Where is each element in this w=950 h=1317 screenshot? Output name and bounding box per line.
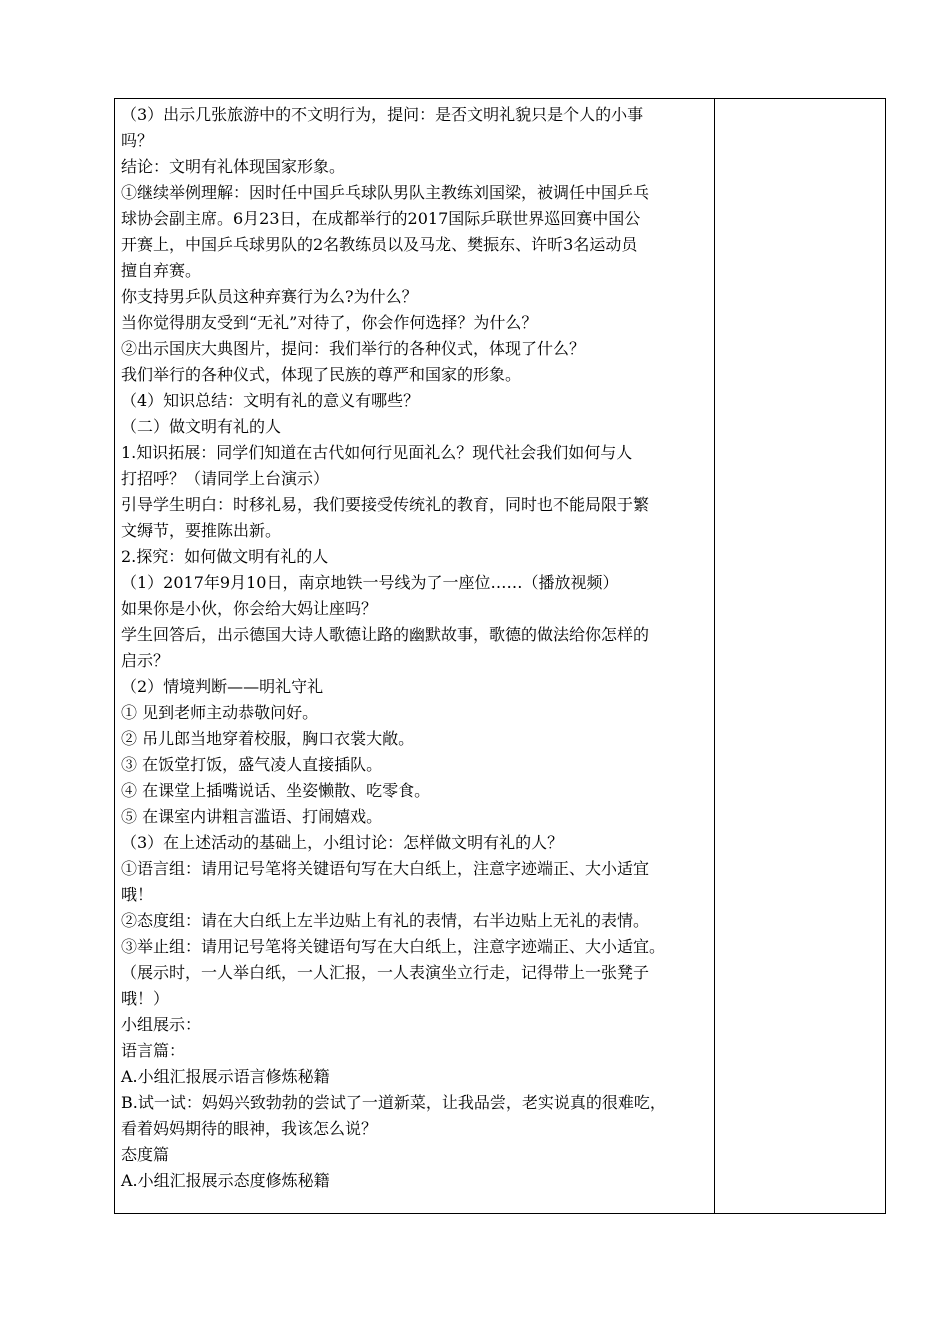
text-line: 哦！ bbox=[121, 885, 154, 904]
text-line: ①继续举例理解：因时任中国乒乓球队男队主教练刘国梁，被调任中国乒乓 bbox=[121, 183, 650, 202]
notes-cell bbox=[715, 99, 885, 1213]
text-line: B.试一试：妈妈兴致勃勃的尝试了一道新菜，让我品尝，老实说真的很难吃， bbox=[121, 1093, 666, 1112]
text-line: 2.探究：如何做文明有礼的人 bbox=[121, 547, 329, 566]
text-line: ③举止组：请用记号笔将关键语句写在大白纸上，注意字迹端正、大小适宜。 bbox=[121, 937, 666, 956]
lesson-plan-table bbox=[114, 98, 886, 1214]
text-line: （二）做文明有礼的人 bbox=[121, 417, 282, 436]
text-line: ③ 在饭堂打饭，盛气凌人直接插队。 bbox=[121, 755, 383, 774]
text-line: ①语言组：请用记号笔将关键语句写在大白纸上，注意字迹端正、大小适宜 bbox=[121, 859, 650, 878]
text-line: ① 见到老师主动恭敬问好。 bbox=[121, 703, 319, 722]
text-line: ②态度组：请在大白纸上左半边贴上有礼的表情，右半边贴上无礼的表情。 bbox=[121, 911, 650, 930]
text-line: 我们举行的各种仪式，体现了民族的尊严和国家的形象。 bbox=[121, 365, 522, 384]
text-line: 引导学生明白：时移礼易，我们要接受传统礼的教育，同时也不能局限于繁 bbox=[121, 495, 650, 514]
text-line: ② 吊儿郎当地穿着校服，胸口衣裳大敞。 bbox=[121, 729, 415, 748]
text-line: 语言篇： bbox=[121, 1041, 186, 1060]
text-line: （3）出示几张旅游中的不文明行为，提问：是否文明礼貌只是个人的小事 bbox=[121, 105, 644, 124]
text-line: 开赛上，中国乒乓球男队的2名教练员以及马龙、樊振东、许昕3名运动员 bbox=[121, 235, 638, 254]
text-line: 态度篇 bbox=[121, 1145, 170, 1164]
text-line: 当你觉得朋友受到“无礼”对待了，你会作何选择？为什么？ bbox=[121, 313, 538, 332]
text-line: 吗？ bbox=[121, 131, 154, 150]
text-line: 打招呼？（请同学上台演示） bbox=[121, 469, 330, 488]
text-line: 你支持男乒队员这种弃赛行为么?为什么？ bbox=[121, 287, 418, 306]
text-line: 如果你是小伙，你会给大妈让座吗？ bbox=[121, 599, 378, 618]
text-line: （4）知识总结：文明有礼的意义有哪些？ bbox=[121, 391, 420, 410]
text-line: 结论：文明有礼体现国家形象。 bbox=[121, 157, 346, 176]
lesson-content-cell bbox=[115, 99, 715, 1213]
text-line: 看着妈妈期待的眼神，我该怎么说？ bbox=[121, 1119, 378, 1138]
text-line: 1.知识拓展：同学们知道在古代如何行见面礼么？现代社会我们如何与人 bbox=[121, 443, 633, 462]
text-line: （展示时，一人举白纸，一人汇报，一人表演坐立行走，记得带上一张凳子 bbox=[121, 963, 650, 982]
text-line: 小组展示： bbox=[121, 1015, 202, 1034]
text-line: 擅自弃赛。 bbox=[121, 261, 202, 280]
text-line: 球协会副主席。6月23日，在成都举行的2017国际乒联世界巡回赛中国公 bbox=[121, 209, 641, 228]
text-line: （1）2017年9月10日，南京地铁一号线为了一座位……（播放视频） bbox=[121, 573, 619, 592]
text-line: ④ 在课堂上插嘴说话、坐姿懒散、吃零食。 bbox=[121, 781, 431, 800]
text-line: 哦！） bbox=[121, 989, 170, 1008]
text-line: ⑤ 在课室内讲粗言滥语、打闹嬉戏。 bbox=[121, 807, 383, 826]
text-line: 文缛节，要推陈出新。 bbox=[121, 521, 282, 540]
text-line: 学生回答后，出示德国大诗人歌德让路的幽默故事，歌德的做法给你怎样的 bbox=[121, 625, 650, 644]
text-line: A.小组汇报展示语言修炼秘籍 bbox=[121, 1067, 330, 1086]
text-line: 启示？ bbox=[121, 651, 170, 670]
text-line: A.小组汇报展示态度修炼秘籍 bbox=[121, 1171, 330, 1190]
text-line: （2）情境判断——明礼守礼 bbox=[121, 677, 324, 696]
text-line: ②出示国庆大典图片，提问：我们举行的各种仪式，体现了什么？ bbox=[121, 339, 586, 358]
text-line: （3）在上述活动的基础上，小组讨论：怎样做文明有礼的人？ bbox=[121, 833, 564, 852]
